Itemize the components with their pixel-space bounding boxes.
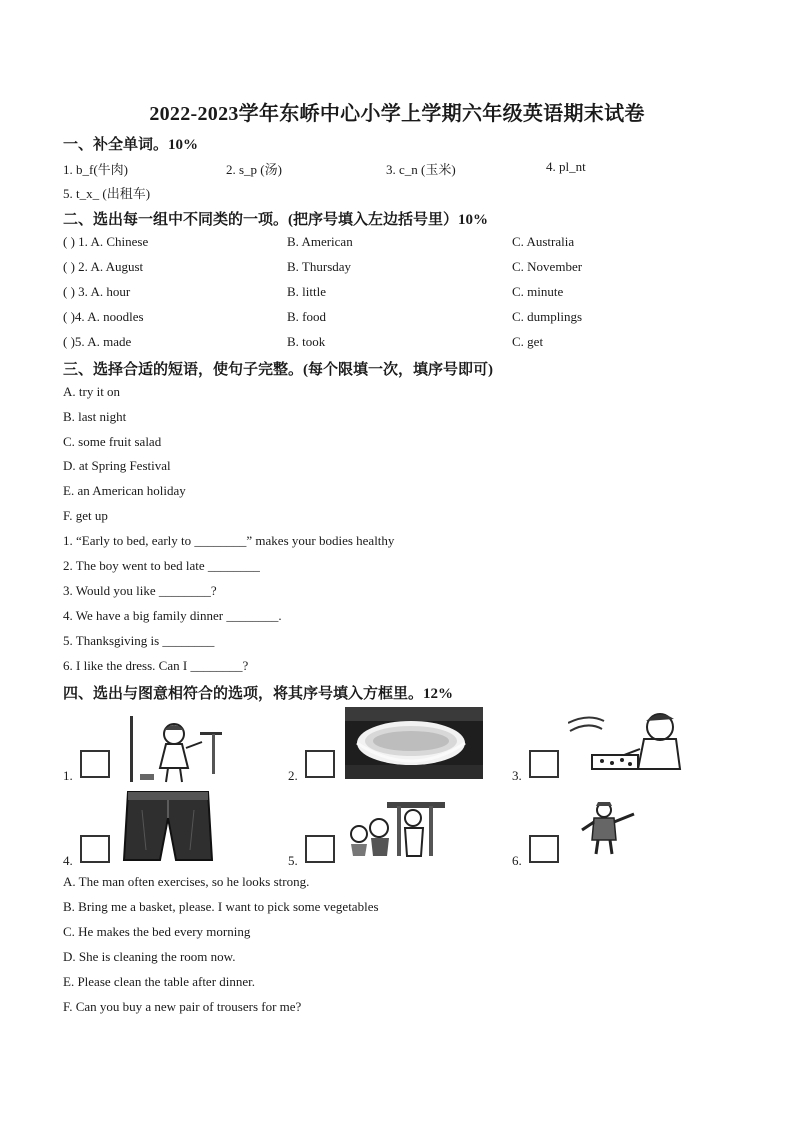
section3-option: B. last night (63, 409, 127, 424)
section3-option: A. try it on (63, 384, 121, 399)
section2-heading: 二、选出每一组中不同类的一项。(把序号填入左边括号里）10% (63, 212, 488, 228)
family-picking-vegetables-picture (345, 800, 447, 858)
picture-number: 2. (288, 768, 298, 783)
section3-question: 5. Thanksgiving is ________ (63, 633, 215, 648)
section2-row-c: C. minute (512, 284, 564, 299)
section1-item: 4. pl_nt (546, 159, 586, 174)
picture-number: 5. (288, 853, 298, 868)
section4-option: C. He makes the bed every morning (63, 924, 251, 939)
answer-box[interactable] (305, 835, 335, 863)
section4-option: E. Please clean the table after dinner. (63, 974, 256, 989)
section2-row-b: B. little (287, 284, 326, 299)
trousers-picture (122, 790, 214, 862)
section3-option: F. get up (63, 508, 108, 523)
girl-cleaning-picture (130, 712, 225, 784)
section2-row-b: B. took (287, 334, 326, 349)
section1-heading: 一、补全单词。10% (63, 137, 199, 153)
picture-number: 6. (512, 853, 522, 868)
section3-question: 4. We have a big family dinner ________. (63, 608, 282, 623)
section4-heading: 四、选出与图意相符合的选项，将其序号填入方框里。12% (63, 686, 454, 702)
section3-question: 1. “Early to bed, early to ________” makes your bodies healthy (63, 533, 395, 548)
section2-row-b: B. American (287, 234, 353, 249)
picture-number: 1. (63, 768, 73, 783)
section4-option: B. Bring me a basket, please. I want to pick some vegetables (63, 899, 379, 914)
answer-box[interactable] (80, 835, 110, 863)
section2-row-a: ( )5. A. made (63, 334, 132, 349)
section3-option: E. an American holiday (63, 483, 186, 498)
answer-box[interactable] (529, 835, 559, 863)
answer-box[interactable] (80, 750, 110, 778)
section4-option: A. The man often exercises, so he looks strong. (63, 874, 310, 889)
section2-row-b: B. Thursday (287, 259, 352, 274)
section3-question: 2. The boy went to bed late ________ (63, 558, 260, 573)
section2-row-c: C. November (512, 259, 583, 274)
section2-row-b: B. food (287, 309, 326, 324)
answer-box[interactable] (305, 750, 335, 778)
section2-row-c: C. Australia (512, 234, 575, 249)
strong-man-picture (580, 800, 640, 856)
section1-item: 3. c_n (玉米) (386, 162, 456, 177)
section1-item: 1. b_f(牛肉) (63, 162, 128, 177)
section2-row-c: C. get (512, 334, 544, 349)
section1-item: 5. t_x_ (出租车) (63, 186, 151, 201)
section3-question: 6. I like the dress. Can I ________? (63, 658, 249, 673)
section2-row-a: ( ) 1. A. Chinese (63, 234, 149, 249)
section1-item: 2. s_p (汤) (226, 162, 282, 177)
page-title: 2022-2023学年东峤中心小学上学期六年级英语期末试卷 (149, 103, 645, 125)
section3-heading: 三、选择合适的短语，使句子完整。(每个限填一次，填序号即可) (63, 362, 493, 378)
section2-row-a: ( )4. A. noodles (63, 309, 144, 324)
picture-number: 4. (63, 853, 73, 868)
section4-option: D. She is cleaning the room now. (63, 949, 236, 964)
section4-option: F. Can you buy a new pair of trousers for me? (63, 999, 302, 1014)
basket-picture (345, 707, 483, 779)
section3-option: D. at Spring Festival (63, 458, 171, 473)
section2-row-c: C. dumplings (512, 309, 583, 324)
boy-cleaning-table-picture (568, 709, 692, 777)
section2-row-a: ( ) 3. A. hour (63, 284, 131, 299)
section2-row-a: ( ) 2. A. August (63, 259, 144, 274)
picture-number: 3. (512, 768, 522, 783)
section3-question: 3. Would you like ________? (63, 583, 217, 598)
answer-box[interactable] (529, 750, 559, 778)
section3-option: C. some fruit salad (63, 434, 162, 449)
